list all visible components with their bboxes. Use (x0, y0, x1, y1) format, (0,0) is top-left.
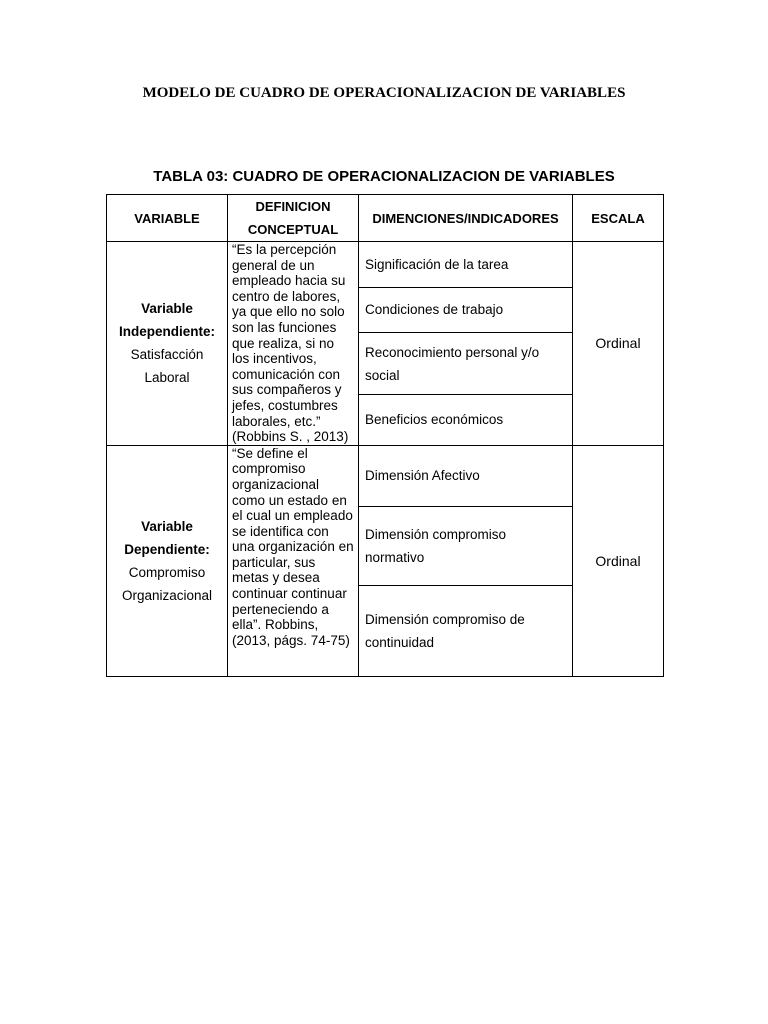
indicator-text: Dimensión Afectivo (365, 468, 480, 484)
header-escala (573, 195, 664, 242)
header-dimensiones (359, 195, 573, 242)
variable-name: Satisfacción (130, 347, 204, 363)
indicator-cell (359, 395, 573, 446)
indicator-cell (359, 506, 573, 585)
header-variable-label: VARIABLE (134, 210, 200, 226)
header-definicion-line1: DEFINICION (255, 199, 331, 214)
scale-cell: Ordinal (573, 242, 664, 446)
variable-name: Organizacional (121, 587, 213, 603)
indicator-text: normativo (365, 549, 425, 565)
variable-type-label: Independiente: (118, 324, 215, 340)
document-title: MODELO DE CUADRO DE OPERACIONALIZACION DE VARIABLES (142, 85, 626, 101)
header-definicion-line2: CONCEPTUAL (247, 222, 339, 237)
indicator-text: Dimensión compromiso de (365, 611, 525, 627)
indicator-cell (359, 445, 573, 506)
indicator-cell (359, 333, 573, 395)
header-escala-label: ESCALA (591, 210, 645, 226)
indicator-text: Dimensión compromiso (365, 526, 507, 542)
operationalization-table (106, 194, 664, 677)
table-row (107, 242, 664, 288)
variable-cell-dependiente (107, 445, 228, 676)
indicator-text: Reconocimiento personal y/o (365, 344, 540, 360)
header-dimensiones-label: DIMENCIONES/INDICADORES (372, 210, 559, 226)
indicator-text: Significación de la tarea (365, 256, 509, 272)
variable-type-label: Dependiente: (124, 541, 210, 557)
definition-cell: “Es la percepción general de un empleado hacia su centro de labores, ya que ello no solo son las funciones que realiza, si no los incentivos, comunicación con sus compañeros y jefes, costumbres laborales, etc.” (Robbins S. , 2013) (228, 242, 359, 446)
scale-cell: Ordinal (573, 445, 664, 676)
variable-name: Laboral (144, 370, 190, 386)
header-definicion (228, 195, 359, 242)
indicator-cell (359, 287, 573, 333)
indicator-text: Condiciones de trabajo (365, 302, 504, 318)
table-row (107, 445, 664, 506)
variable-name: Compromiso (128, 564, 206, 580)
definition-cell: “Se define el compromiso organizacional como un estado en el cual un empleado se identifica con una organización en particular, sus metas y desea continuar continuar perteneciendo a ella”. Robbins, (2013, págs. 74-75) (228, 445, 359, 676)
indicator-cell (359, 242, 573, 288)
table-caption: TABLA 03: CUADRO DE OPERACIONALIZACION DE VARIABLES (153, 168, 615, 185)
header-variable (107, 195, 228, 242)
indicator-text: Beneficios económicos (365, 412, 504, 428)
indicator-text: continuidad (365, 634, 435, 650)
indicator-cell (359, 585, 573, 676)
variable-type-label: Variable (141, 518, 193, 534)
table-header-row (107, 195, 664, 242)
variable-type-label: Variable (141, 301, 193, 317)
variable-cell-independiente (107, 242, 228, 446)
indicator-text: social (365, 367, 400, 383)
